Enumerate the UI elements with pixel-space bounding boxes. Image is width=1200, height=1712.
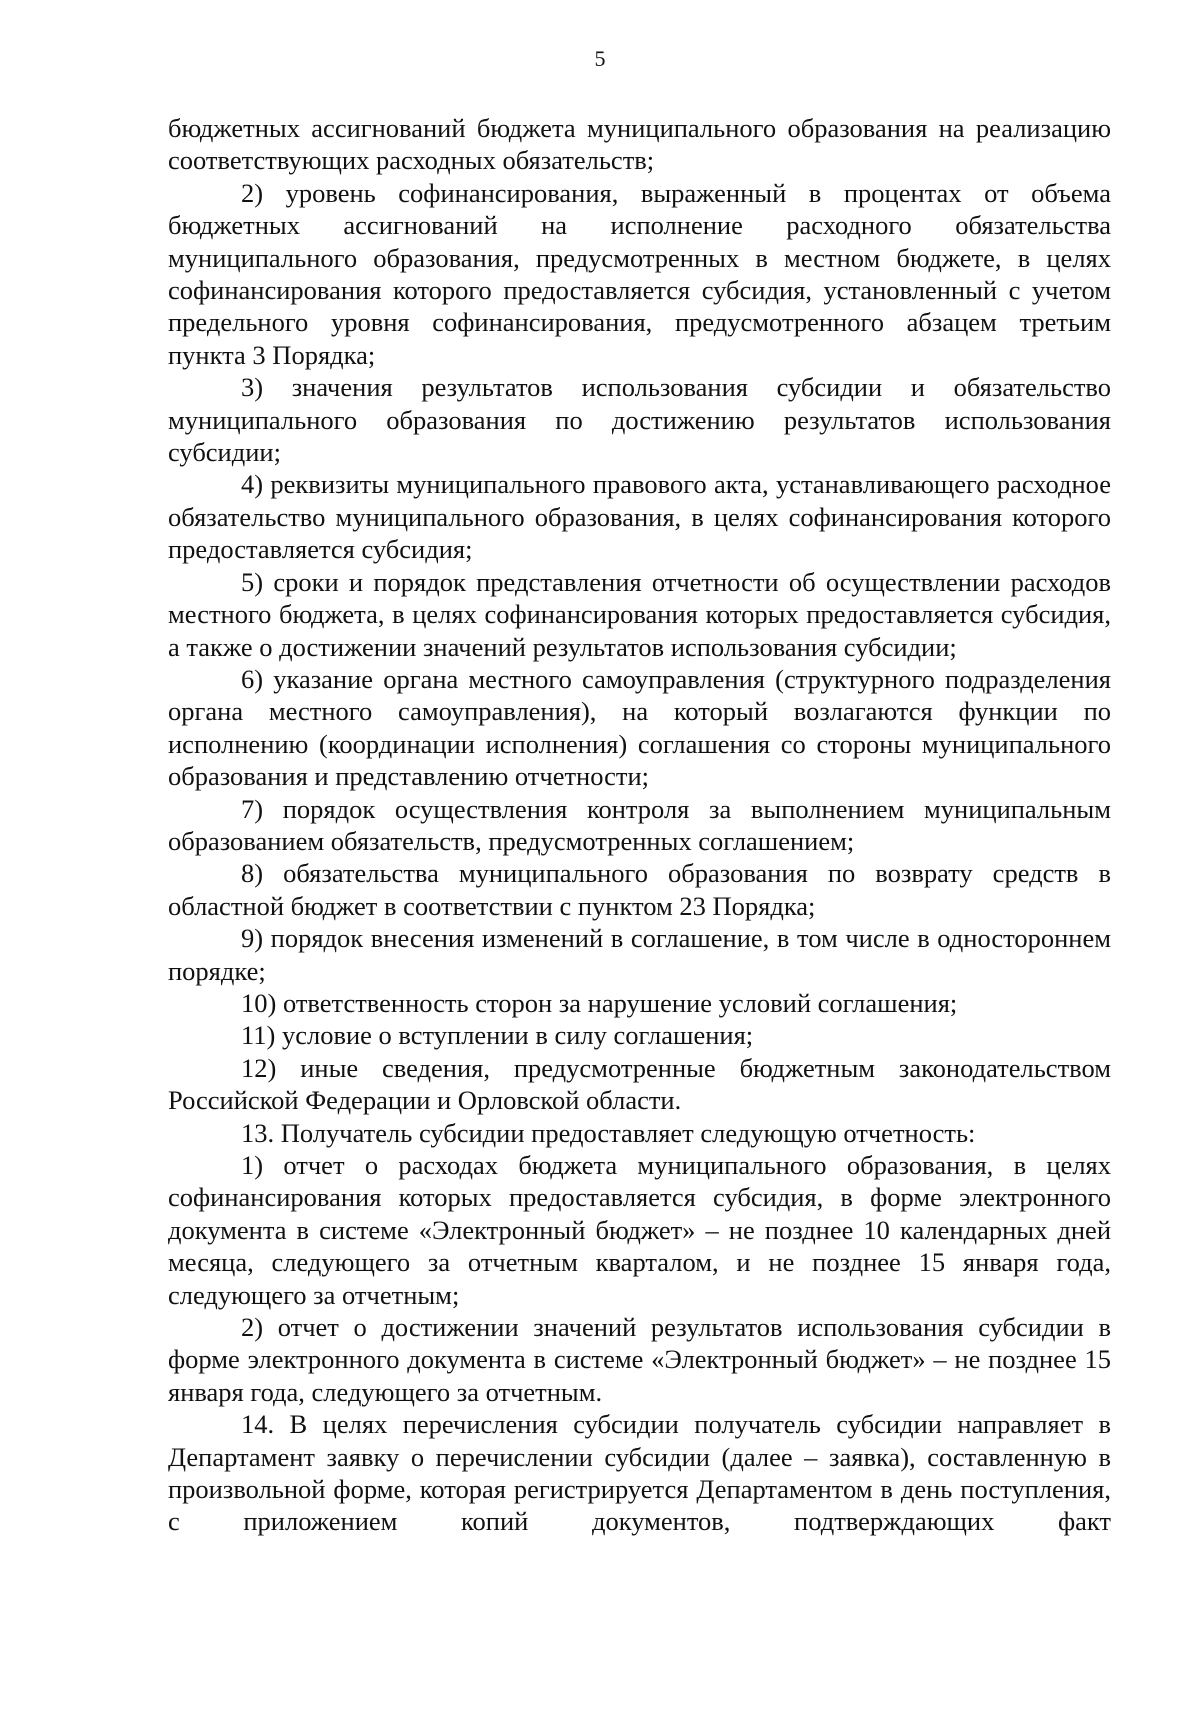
paragraph-10: 10) ответственность сторон за нарушение условий соглашения;: [241, 987, 958, 1018]
paragraph-9: 9) порядок внесения изменений в соглашение, в том числе в одностороннем порядке;: [168, 923, 1111, 986]
paragraph-6: 6) указание органа местного самоуправления (структурного подразделения органа местного самоуправления), на который возлагаются функции по исполнению (координации исполнения) соглашения со стороны муниципального образования и представлению отчетности;: [168, 663, 1111, 792]
paragraph-15: 2) отчет о достижении значений результатов использования субсидии в форме электронного документа в системе «Электронный бюджет» – не позднее 15 января года, следующего за отчетным.: [168, 1312, 1111, 1407]
paragraph-13: 13. Получатель субсидии предоставляет следующую отчетность:: [241, 1117, 976, 1148]
paragraph-3: 3) значения результатов использования субсидии и обязательство муниципального образования по достижению результатов использования субсидии;: [168, 372, 1111, 468]
paragraph-16: 14. В целях перечисления субсидии получатель субсидии направляет в Департамент заявку о перечислении субсидии (далее – заявка), составленную в произвольной форме, которая регистрируется Департаментом в день поступления, с приложением копий документов, подтверждающих факт: [168, 1409, 1111, 1537]
paragraph-4: 4) реквизиты муниципального правового акта, устанавливающего расходное обязательство муниципального образования, в целях софинансирования которого предоставляется субсидия;: [168, 469, 1111, 565]
paragraph-8: 8) обязательства муниципального образования по возврату средств в областной бюджет в соответствии с пунктом 23 Порядка;: [168, 858, 1111, 921]
paragraph-12: 12) иные сведения, предусмотренные бюджетным законодательством Российской Федерации и Орловской области.: [168, 1052, 1111, 1116]
document-body: [168, 112, 1111, 1538]
paragraph-5: 5) сроки и порядок представления отчетности об осуществлении расходов местного бюджета, в целях софинансирования которых предоставляется субсидия, а также о достижении значений результатов использования субсидии;: [168, 566, 1111, 662]
paragraph-1: бюджетных ассигнований бюджета муниципального образования на реализацию соответствующих расходных обязательств;: [168, 113, 1111, 176]
paragraph-7: 7) порядок осуществления контроля за выполнением муниципальным образованием обязательств, предусмотренных соглашением;: [168, 793, 1111, 856]
paragraph-14: 1) отчет о расходах бюджета муниципального образования, в целях софинансирования которых предоставляется субсидия, в форме электронного документа в системе «Электронный бюджет» – не позднее 10 календарных дней месяца, следующего за отчетным кварталом, и не позднее 15 января года, следующего за отчетным;: [168, 1150, 1111, 1310]
paragraph-11: 11) условие о вступлении в силу соглашения;: [241, 1020, 754, 1051]
paragraph-2: 2) уровень софинансирования, выраженный в процентах от объема бюджетных ассигнований на исполнение расходного обязательства муниципального образования, предусмотренных в местном бюджете, в целях софинансирования которого предоставляется субсидия, установленный с учетом предельного уровня софинансирования, предусмотренного абзацем третьим пункта 3 Порядка;: [168, 177, 1111, 370]
page-number: 5: [594, 46, 606, 71]
